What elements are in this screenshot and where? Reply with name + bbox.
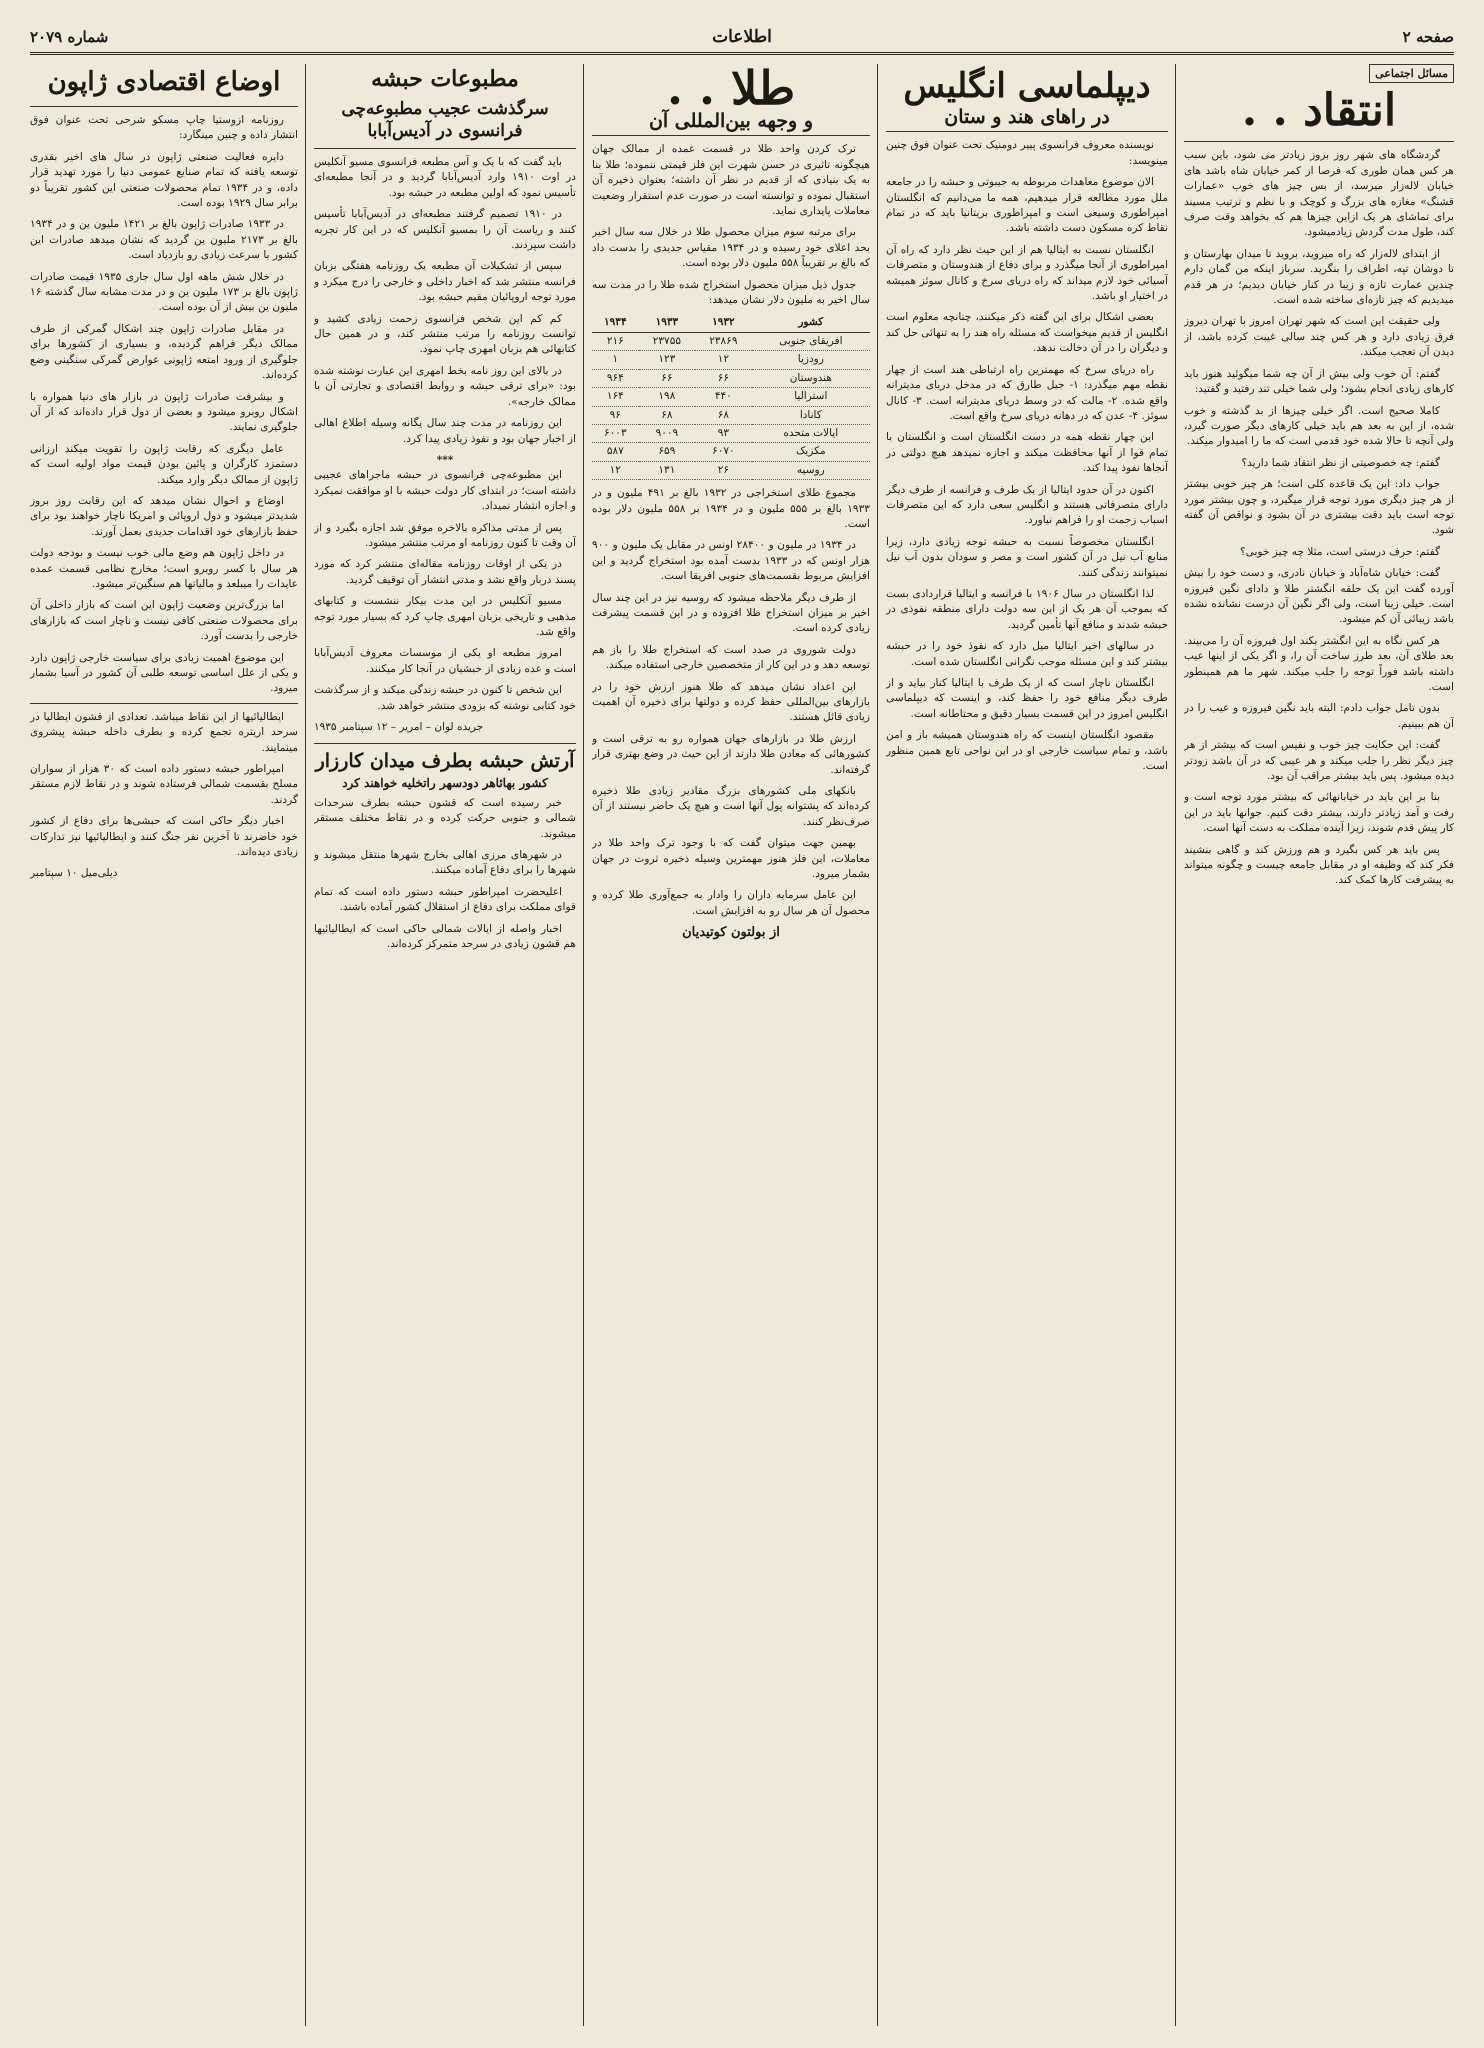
paragraph: در بالای این روز نامه بخط امهری این عبارت نوشته شده بود: «برای ترقی حبشه و روابط اقتصادی و تجارتی آن با ممالک خارجه». xyxy=(314,364,576,408)
table-row xyxy=(592,351,870,369)
paragraph: مجموع طلای استخراجی در ۱۹۳۲ بالغ بر ۴۹۱ ملیون و در ۱۹۳۳ بالغ بر ۵۵۵ ملیون و در ۱۹۳۴ بر ۵۵۸ ملیون دلار بوده است. xyxy=(592,487,870,530)
ethiopia-news-body xyxy=(30,710,298,861)
paragraph: عامل دیگری که رقابت ژاپون را تقویت میکند ارزانی دستمزد کارگران و پائین بودن قیمت مواد اولیه است که ژاپون از ممالک دیگر وارد میکند. xyxy=(30,442,298,486)
paragraph: هر کس نگاه به این انگشتر بکند اول فیروزه آن را می‌بیند. بعد طلای آن، بعد طرز ساخت آن را، و اگر یکی از اینها عیب داشته باشد فوراً توجه را جلب میکند. شهر ما هم همینطور است. xyxy=(1184,634,1454,693)
paragraph: در یکی از اوقات روزنامه مقاله‌ای منتشر کرد که مورد پسند دربار واقع نشد و مدتی انتشار آن توقیف گردید. xyxy=(314,558,576,586)
column-rule xyxy=(877,64,878,2026)
table-cell: هندوستان xyxy=(752,369,870,387)
paragraph: بانکهای ملی کشورهای بزرگ مقادیر زیادی طلا ذخیره کرده‌اند که پشتوانه پول آنها است و هیچ یک حاضر نیستند از آن صرف‌نظر کنند. xyxy=(592,785,870,828)
paragraph: پس باید هر کس بگیرد و هم ورزش کند و گاهی بنشیند فکر کند که وظیفه او در مقابل جامعه چیست و چگونه میتواند به پیشرفت کارها کمک کند. xyxy=(1184,843,1454,887)
gold-body-top xyxy=(592,142,870,308)
table-cell: ۱ xyxy=(592,351,639,369)
press-dateline: جریده لوان – امریر – ۱۲ سپتامبر ۱۹۳۵ xyxy=(314,721,484,733)
paragraph: این شخص تا کنون در حبشه زندگی میکند و از سرگذشت خود کتابی نوشته که بزودی منتشر خواهد شد. xyxy=(314,684,576,712)
paragraph: گفت: خیابان شاه‌آباد و خیابان نادری، و دست خود را بیش آورده گفت این یک حلقه انگشتر طلا و دادای نگین فیروزه است. خیلی زیبا است، ولی اگر نگین آن درست نشانده نشده باشد زیبائی آن کم میشود. xyxy=(1184,567,1454,626)
paragraph: اما بزرگ‌ترین وضعیت ژاپون این است که بازار داخلی آن برای محصولات صنعتی کافی نیست و ناچار است که بازارهای خارجی را بدست آورد. xyxy=(30,599,298,643)
headline-gold: طلا . . xyxy=(666,64,796,115)
newspaper-title: اطلاعات xyxy=(712,27,772,47)
paragraph: بدون تامل جواب دادم: البته باید نگین فیروزه و عیب را در آن هم ببینیم. xyxy=(1184,702,1454,730)
column-rule xyxy=(1175,64,1176,2026)
table-header-cell: ۱۹۳۳ xyxy=(639,314,695,332)
paragraph: در ۱۹۳۴ در ملیون و ۲۸۴۰۰ اونس در مقابل یک ملیون و ۹۰۰ هزار اونس که در ۱۹۳۳ بدست آمده بود استخراج گردید و این افزایش مربوط بقسمت‌های جنوبی افریقا است. xyxy=(592,539,870,583)
paragraph: این اعداد نشان میدهد که طلا هنوز ارزش خود را در بازارهای بین‌المللی حفظ کرده و دولتها برای ذخیره آن اهمیت زیادی قائل هستند. xyxy=(592,680,870,724)
paragraph: از طرف دیگر ملاحظه میشود که روسیه نیز در این چند سال اخیر بر میزان استخراج طلا افزوده و در این قسمت پیشرفت زیادی کرده است. xyxy=(592,591,870,635)
paragraph: از ابتدای لاله‌زار که راه میروید، بروید تا میدان بهارستان و تا دوشان تپه، اطراف را بنگرید. سرباز اینکه من گمان دارم چندین عمارت تازه و زیبا در کنار خیابان دیدیم؛ در هر قدم میدیدیم که چیز تازه‌ای ساخته شده است. xyxy=(1184,247,1454,307)
paragraph: اخبار واصله از ایالات شمالی حاکی است که ایطالیائیها هم قشون زیادی در سرحد متمرکز کرده‌اند. xyxy=(314,922,576,951)
divider xyxy=(30,106,298,107)
paragraph: خبر رسیده است که قشون حبشه بطرف سرحدات شمالی و جنوبی حرکت کرده و در نقاط مختلف مستقر میشوند. xyxy=(314,796,576,840)
table-cell: ۶۰۰۳ xyxy=(592,424,639,442)
japan-box-dateline: دیلی‌میل ۱۰ سپتامبر xyxy=(30,867,118,880)
paragraph: بعضی اشکال برای این گفته ذکر میکنند، چنانچه معلوم است انگلیس از قدیم میخواست که مسئله راه هند را به تنهائی حل کند و دیگران را در آن دخالت ندهد. xyxy=(886,311,1168,355)
paragraph: الان موضوع معاهدات مربوطه به جیبوتی و حبشه را در جامعه ملل مورد مطالعه قرار میدهیم، همه ما می‌دانیم که انگلستان امپراطوری وسیعی است و امپراطوری بریتانیا باید که در تمام نقاط کره مسکون دست داشته باشد. xyxy=(886,176,1168,235)
paragraph: ایطالیائیها از این نقاط میباشد. تعدادی از قشون ایطالیا در سرحد اریتره تجمع کرده و بطرف داخله حبشه پیشروی مینمایند. xyxy=(30,710,298,754)
criticism-body xyxy=(1184,148,1454,888)
paragraph: گفتم: حرف درستی است، مثلا چه چیز خوبی؟ xyxy=(1240,545,1440,558)
subheadline-diplomacy: در راهای هند و ستان xyxy=(944,106,1110,128)
issue-number: شماره ۲۰۷۹ xyxy=(30,28,109,46)
table-cell: ۴۴۰ xyxy=(695,388,751,406)
table-cell: ۲۶ xyxy=(695,461,751,479)
newspaper-page xyxy=(30,22,1454,2026)
paragraph: امروز مطبعه او یکی از موسسات معروف آدیس‌آبابا است و عده زیادی از حبشیان در آنجا کار میکنند. xyxy=(314,647,576,675)
section-label: مسائل اجتماعی xyxy=(1369,64,1454,83)
paragraph: نویسنده معروف فرانسوی پییر دومنیک تحت عنوان فوق چنین مینویسد: xyxy=(886,139,1168,167)
table-header-cell: کشور xyxy=(752,314,870,332)
paragraph: اکنون در آن حدود ایتالیا از یک طرف و فرانسه از طرف دیگر دارای متصرفاتی هستند و انگلیس سعی دارد که این متصرفات اسباب زحمت او را فراهم نیاورد. xyxy=(886,483,1168,527)
paragraph: جدول ذیل میزان محصول استخراج شده طلا را در مدت سه سال اخیر به ملیون دلار نشان میدهد: xyxy=(592,278,870,307)
subheadline-army: کشور بهائاهر دودسهر راتخلیه خواهند کرد xyxy=(342,776,548,791)
table-cell: ایالات متحده xyxy=(752,424,870,442)
paragraph: انگلستان ناچار است که از یک طرف با ایتالیا کنار بیاید و از طرف دیگر منافع خود را حفظ کند، و اینست که دیپلماسی انگلیس امروز در این قسمت بسیار دقیق و محتاطانه است. xyxy=(886,677,1168,720)
paragraph: اعلیحضرت امپراطور حبشه دستور داده است که تمام قوای مملکت برای دفاع از استقلال کشور آماده باشند. xyxy=(314,885,576,914)
column-gold xyxy=(592,64,870,2026)
divider xyxy=(592,135,870,136)
paragraph: در خلال شش ماهه اول سال جاری ۱۹۳۵ قیمت صادرات ژاپون بالغ بر ۱۷۳ ملیون ین و در مدت مشابه سال گذشته ۱۶ ملیون ین بیش از آن بوده است. xyxy=(30,270,298,314)
table-cell: ۱۹۸ xyxy=(639,388,695,406)
table-row xyxy=(592,461,870,479)
subheadline-gold: و وجهه بین‌المللی آن xyxy=(648,110,814,132)
paragraph: دولت شوروی در صدد است که استخراج طلا را باز هم توسعه دهد و در این کار از متخصصین خارجی استفاده میکند. xyxy=(592,643,870,672)
paragraph: جواب داد: این یک قاعده کلی است؛ هر چیز خوبی بیشتر از هر چیز دیگری مورد توجه قرار میگیرد، و چون بیشتر مورد توجه است باید دقت بیشتری در آن بشود و نواقص آن گفته شود. xyxy=(1184,478,1454,537)
japan-body xyxy=(30,113,298,697)
divider xyxy=(314,743,576,744)
paragraph: روزنامه ازوستیا چاپ مسکو شرحی تحت عنوان فوق انتشار داده و چنین مینگارد: xyxy=(30,114,298,142)
column-press xyxy=(314,64,576,2026)
paragraph: کم کم این شخص فرانسوی زحمت زیادی کشید و توانست روزنامه را مرتب منتشر کند، و در همین حال کتابهائی هم بزبان امهری چاپ نمود. xyxy=(314,312,576,356)
paragraph: مقصود انگلستان اینست که راه هندوستان همیشه باز و امن باشد، و تمام سیاست خارجی او در این نواحی تابع همین منظور است. xyxy=(886,729,1168,773)
paragraph: در سالهای اخیر ایتالیا میل دارد که نفوذ خود را در حبشه بیشتر کند و این مسئله موجب نگرانی انگلستان شده است. xyxy=(886,640,1168,668)
table-cell: مکزیک xyxy=(752,443,870,461)
table-cell: ۱۲ xyxy=(695,351,751,369)
masthead xyxy=(30,22,1454,55)
table-cell: رودزیا xyxy=(752,351,870,369)
article-source: از بولتون کوتیدیان xyxy=(682,925,780,941)
paragraph: و بیشرفت صادرات ژاپون در بازار های دنیا همواره با اشکال روبرو میشود و بعضی از دول قرار داده‌اند که از آن جلوگیری نمایند. xyxy=(30,390,298,434)
paragraph: در داخل ژاپون هم وضع مالی خوب نیست و بودجه دولت هر سال با کسر روبرو است؛ مخارج نظامی قسمت عمده عایدات را میبلعد و مالیاتها هم سنگین‌تر میشود. xyxy=(30,547,298,590)
paragraph: این عامل سرمایه داران را وادار به جمع‌آوری طلا کرده و محصول آن هر سال رو به افزایش است. xyxy=(592,889,870,917)
gold-production-table xyxy=(592,314,870,480)
column-diplomacy xyxy=(886,64,1168,2026)
table-cell: کانادا xyxy=(752,406,870,424)
headline-japan: اوضاع اقتصادی ژاپون xyxy=(47,67,281,97)
table-cell: افریقای جنوبی xyxy=(752,332,870,350)
paragraph: لذا انگلستان در سال ۱۹۰۶ با فرانسه و ایتالیا قراردادی بست که بموجب آن هر یک از این سه دولت دارای منطقه نفوذی در حبشه شدند و منافع آنها تأمین گردید. xyxy=(886,587,1168,631)
paragraph: بنا بر این باید در خیابانهائی که بیشتر مورد توجه است و رفت و آمد زیادتر دارند، بیشتر دقت کنیم. جوانها باید در این کار پیش قدم شوند، زیرا آینده مملکت به دست آنها است. xyxy=(1184,791,1454,835)
press-body-mid xyxy=(314,468,576,714)
table-cell: ۶۰۷۰ xyxy=(695,443,751,461)
paragraph: پس از مدتی مذاکره بالاخره موفق شد اجازه بگیرد و از آن وقت تا کنون روزنامه او مرتب منتشر میشود. xyxy=(314,521,576,549)
table-cell: ۶۵۹ xyxy=(639,443,695,461)
table-cell: استرالیا xyxy=(752,388,870,406)
table-header-cell: ۱۹۳۴ xyxy=(592,314,639,332)
paragraph: باید گفت که با یک و آس مطبعه فرانسوی مسیو آنکلیس در اوت ۱۹۱۰ وارد آدیس‌آبابا گردید و در آنجا مطبعه‌ای تأسیس نمود که اولین مطبعه در حبشه بود. xyxy=(314,156,576,199)
table-cell: ۹۶۴ xyxy=(592,369,639,387)
table-cell: ۶۶ xyxy=(695,369,751,387)
column-rule xyxy=(583,64,584,2026)
paragraph: مسیو آنکلیس در این مدت بیکار ننشست و کتابهای مذهبی و تاریخی بزبان امهری چاپ کرد که بسیار مورد توجه واقع شد. xyxy=(314,595,576,638)
table-cell: ۹۳ xyxy=(695,424,751,442)
paragraph: اوضاع و احوال نشان میدهد که این رقابت روز بروز شدیدتر میشود و دول اروپائی و امریکا ناچار خواهند بود برای حفظ بازارهای خود اقدامات جدیدی بعمل آورند. xyxy=(30,494,298,538)
army-body xyxy=(314,796,576,953)
paragraph: گفتم: آن خوب ولی بیش از آن چه شما میگوئید هنوز باید کارهای زیادی انجام بشود؛ ولی شما خیلی تند رفتید و گفتید: xyxy=(1184,367,1454,396)
paragraph: در مقابل صادرات ژاپون چند اشکال گمرکی از طرف ممالک دیگر فراهم گردیده، و بسیاری از کشورها برای جلوگیری از ورود امتعه ژاپونی عوارض گمرکی سنگینی وضع کرده‌اند. xyxy=(30,322,298,382)
paragraph: امپراطور حبشه دستور داده است که ۳۰ هزار از سواران مسلح بقسمت شمالی فرستاده شوند و در نقاط لازم مستقر گردند. xyxy=(30,763,298,806)
table-cell: روسیه xyxy=(752,461,870,479)
table-row xyxy=(592,388,870,406)
table-row xyxy=(592,332,870,350)
table-cell: ۱۲۳ xyxy=(639,351,695,369)
paragraph: راه دریای سرخ که مهمترین راه ارتباطی هند است از چهار نقطه مهم میگذرد: ۱- جبل طارق که در مدخل دریای مدیترانه واقع شده. ۲- مالت که در وسط دریای مدیترانه است. ۳- کانال سوئز. ۴- عدن که در دهانه دریای سرخ واقع است. xyxy=(886,363,1168,422)
paragraph: ارزش طلا در بازارهای جهان همواره رو به ترقی است و کشورهائی که معادن طلا دارند از این حیث در وضع بهتری قرار گرفته‌اند. xyxy=(592,732,870,776)
page-number: صفحه ۲ xyxy=(1402,28,1454,46)
subheadline-press: سرگذشت عجیب مطبوعه‌چی فرانسوی در آدیس‌آبابا xyxy=(341,99,549,141)
table-cell: ۶۸ xyxy=(695,406,751,424)
paragraph: این چهار نقطه همه در دست انگلستان است و انگلستان با تمام قوا از آنها محافظت میکند و اجازه نمیدهد هیچ دولتی در آنجاها نفوذ پیدا کند. xyxy=(886,431,1168,475)
paragraph: این موضوع اهمیت زیادی برای سیاست خارجی ژاپون دارد و یکی از علل اساسی توسعه طلبی آن کشور در آسیا بشمار میرود. xyxy=(30,651,298,695)
table-row xyxy=(592,443,870,461)
table-cell: ۶۸ xyxy=(639,406,695,424)
diplomacy-body xyxy=(886,138,1168,774)
table-cell: ۹۰۰۹ xyxy=(639,424,695,442)
paragraph: ولی حقیقت این است که شهر تهران امروز با تهران دیروز فرق زیادی دارد و هر کس چند سالی غیبت کرده باشد، از دیدن آن تعجب میکند. xyxy=(1184,315,1454,359)
table-row xyxy=(592,369,870,387)
headline-criticism: انتقاد . . xyxy=(1241,85,1397,137)
press-body-top xyxy=(314,155,576,447)
paragraph: سپس از تشکیلات آن مطبعه یک روزنامه هفتگی بزبان فرانسه منتشر شد که اخبار داخلی و خارجی را درج میکرد و مورد توجه اروپائیان مقیم حبشه بود. xyxy=(314,260,576,304)
paragraph: انگلستان نسبت به ایتالیا هم از این حیث نظر دارد که راه آن امپراطوری از آنجا میگذرد و برای دفاع از هندوستان و متصرفات آسیائی خود لازم میداند که راه دریای سرخ و کانال سوئز همیشه در اختیار او باشد. xyxy=(886,243,1168,303)
divider xyxy=(314,148,576,149)
divider xyxy=(1184,141,1454,142)
paragraph: در ۱۹۳۳ صادرات ژاپون بالغ بر ۱۴۲۱ ملیون ین و در ۱۹۳۴ بالغ بر ۲۱۷۳ ملیون ین گردید که نشان میدهد صادرات این کشور با سرعت زیادی رو بازدیاد است. xyxy=(30,218,298,262)
table-cell: ۲۳۸۶۹ xyxy=(695,332,751,350)
headline-army: آرتش حبشه بطرف میدان کارزار xyxy=(315,750,575,773)
column-japan xyxy=(30,64,298,2026)
table-cell: ۱۲ xyxy=(592,461,639,479)
paragraph: ترک کردن واحد طلا در قسمت عمده از ممالک جهان هیچگونه تاثیری در حسن شهرت این فلز قیمتی ننموده؛ طلا بنا به یک بنیادی که از قدیم در نظر آن داشته؛ بعنوان ذخیره آن استقبال نموده و توانسته است در صورت عدم استقرار وضعیت معاملات پایداری نماید. xyxy=(592,143,870,218)
table-cell: ۲۱۶ xyxy=(592,332,639,350)
table-cell: ۱۳۱ xyxy=(639,461,695,479)
table-cell: ۵۸۷ xyxy=(592,443,639,461)
column-criticism xyxy=(1184,64,1454,2026)
table-cell: ۱۶۴ xyxy=(592,388,639,406)
section-stars: *** xyxy=(436,453,454,466)
paragraph: انگلستان مخصوصاً نسبت به حبشه توجه زیادی دارد، زیرا منابع آب نیل در آن کشور است و مصر و سودان بدون آب نیل نمیتوانند زندگی کنند. xyxy=(886,535,1168,579)
paragraph: کاملا صحیح است. اگر خیلی چیزها از بد گذشته و خوب شده، از این به بعد هم باید خیلی کارهای دیگر صورت گیرد، ولی آنچه تا حالا شده خود قدمی است که ما را امیدوار میکند. xyxy=(1184,404,1454,448)
divider xyxy=(30,703,298,704)
headline-diplomacy: دیپلماسی انگلیس xyxy=(903,66,1151,106)
gold-body-bottom xyxy=(592,486,870,919)
paragraph: دایره فعالیت صنعتی ژاپون در سال های اخیر بقدری توسعه یافته که تمام صنایع عمومی دنیا را مورد تهدید قرار داده، و در ۱۹۳۴ تمام محصولات صنعتی این کشور تقریباً دو برابر سال ۱۹۲۹ بوده است. xyxy=(30,150,298,210)
table-row xyxy=(592,406,870,424)
paragraph: در ۱۹۱۰ تصمیم گرفتند مطبعه‌ای در آدیس‌آبابا تأسیس کنند و ریاست آن را بمسیو آنکلیس که در این کار تجربه داشت سپردند. xyxy=(314,208,576,252)
headline-press: مطبوعات حبشه xyxy=(371,66,519,92)
paragraph: گردشگاه های شهر روز بروز زیادتر می شود، باین سبب هر کس همان طوری که فرصا از کمر خیابان شاه باشد های خیابان لاله‌زار میرسد، از بس چیز های خوب «عمارات قشنگ» مغازه های بزرگ و کوچک و با نظم و ترتیب مسیند برای تماشای هر یک ازاین چیزها هم که بخواهد وقت صرف کند، طول مدت گردش زیادمیشود. xyxy=(1184,149,1454,239)
paragraph: برای مرتبه سوم میزان محصول طلا در خلال سه سال اخیر بحد اعلای خود رسیده و در ۱۹۳۴ مقیاس جدیدی را بدست داد که بالغ بر تقریباً ۵۵۸ ملیون دلار بوده است. xyxy=(592,226,870,270)
paragraph: این روزنامه در مدت چند سال یگانه وسیله اطلاع اهالی از اخبار جهان بود و نفوذ زیادی پیدا کرد. xyxy=(314,417,576,445)
paragraph: گفت: این حکایت چیز خوب و نفیس است که بیشتر از هر چیز دیگر نظر را جلب میکند و هر عیبی که در آن باشد زودتر دیده میشود. پس باید بیشتر مراقب آن بود. xyxy=(1184,739,1454,783)
paragraph: این مطبوعه‌چی فرانسوی در حبشه ماجراهای عجیبی داشته است؛ در ابتدای کار دولت حبشه با او موافقت نمیکرد و اجازه انتشار نمیداد. xyxy=(314,469,576,513)
table-row xyxy=(592,424,870,442)
table-cell: ۲۳۷۵۵ xyxy=(639,332,695,350)
table-header-row xyxy=(592,314,870,332)
column-rule xyxy=(305,64,306,2026)
table-cell: ۶۶ xyxy=(639,369,695,387)
table-cell: ۹۶ xyxy=(592,406,639,424)
paragraph: گفتم: چه خصوصیتی از نظر انتقاد شما دارید؟ xyxy=(1241,456,1440,469)
paragraph: اخبار دیگر حاکی است که حبشی‌ها برای دفاع از کشور خود حاضرند تا آخرین نفر جنگ کنند و ایطالیائیها نیز تدارکات زیادی دیده‌اند. xyxy=(30,815,298,859)
divider xyxy=(886,131,1168,132)
table-header-cell: ۱۹۳۲ xyxy=(695,314,751,332)
paragraph: در شهرهای مرزی اهالی بخارج شهرها منتقل میشوند و شهرها را برای دفاع آماده میکنند. xyxy=(314,849,576,877)
paragraph: بهمین جهت میتوان گفت که با وجود ترک واحد طلا در معاملات، این فلز هنوز مهمترین وسیله ذخیره ثروت در جهان بشمار میرود. xyxy=(592,837,870,881)
